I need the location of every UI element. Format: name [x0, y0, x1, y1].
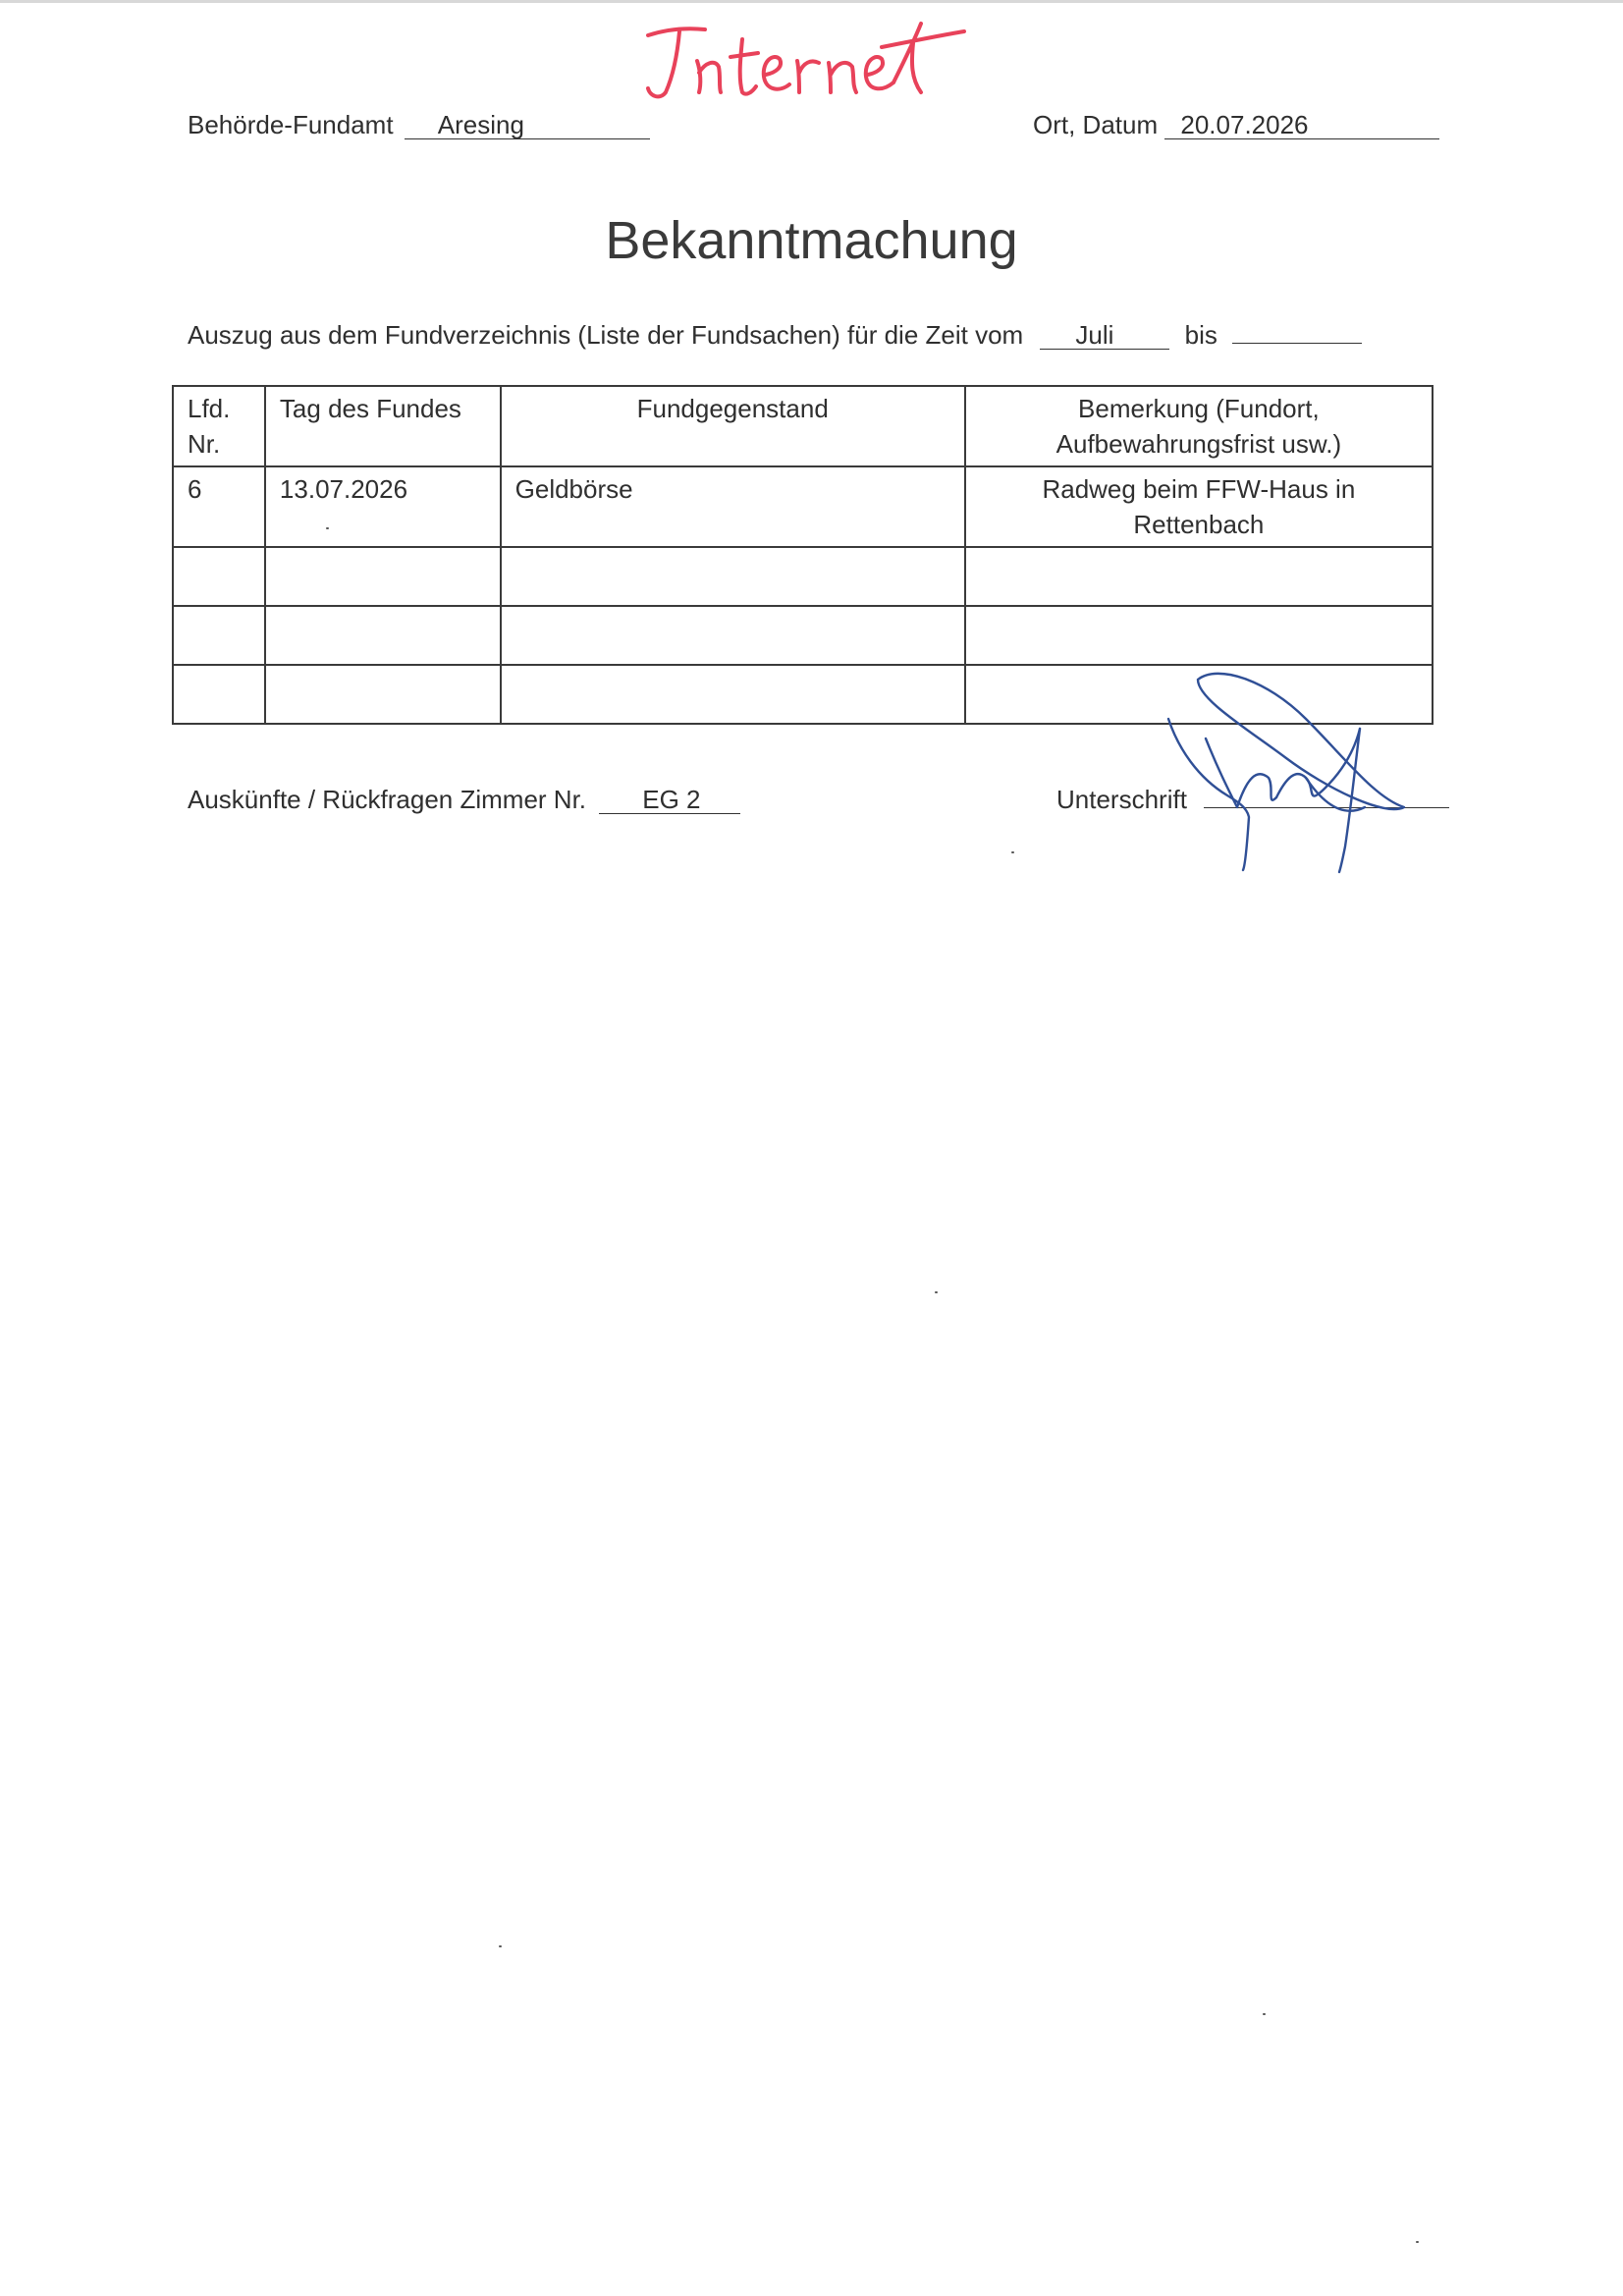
contact-label: Auskünfte / Rückfragen Zimmer Nr. — [188, 785, 587, 814]
cell-item — [501, 606, 965, 665]
scan-top-edge — [0, 0, 1623, 3]
place-date-label: Ort, Datum — [1033, 110, 1159, 139]
header-bemerkung: Bemerkung (Fundort, Aufbewahrungsfrist usw.) — [965, 386, 1433, 466]
contact-line — [188, 785, 740, 815]
cell-date — [265, 665, 501, 724]
cell-nr — [173, 665, 265, 724]
table-row — [173, 547, 1433, 606]
period-to-value — [1232, 342, 1362, 344]
cell-remark: Radweg beim FFW-Haus in Rettenbach — [965, 466, 1433, 547]
cell-item — [501, 665, 965, 724]
cell-nr: 6 — [173, 466, 265, 547]
place-date-value: 20.07.2026 — [1164, 112, 1439, 139]
header-fundgegenstand: Fundgegenstand — [501, 386, 965, 466]
room-value: EG 2 — [599, 787, 740, 814]
authority-value: Aresing — [405, 112, 650, 139]
place-date-line — [1033, 110, 1439, 140]
scan-speck — [1011, 851, 1014, 853]
table-row — [173, 606, 1433, 665]
page-title: Bekanntmachung — [605, 211, 1018, 270]
period-from-value: Juli — [1040, 322, 1169, 350]
scan-speck — [1416, 2241, 1419, 2243]
header-lfd-nr: Lfd. Nr. — [173, 386, 265, 466]
cell-date — [265, 606, 501, 665]
excerpt-line — [188, 320, 1362, 351]
period-to-label: bis — [1184, 320, 1217, 350]
authority-label: Behörde-Fundamt — [188, 110, 394, 139]
authority-line — [188, 110, 650, 140]
cell-date — [265, 547, 501, 606]
cell-item — [501, 547, 965, 606]
excerpt-text: Auszug aus dem Fundverzeichnis (Liste der Fundsachen) für die Zeit vom — [188, 320, 1024, 350]
handwritten-signature — [1159, 660, 1414, 876]
cell-remark — [965, 606, 1433, 665]
scan-speck — [935, 1291, 938, 1293]
scan-speck — [1263, 2013, 1266, 2015]
cell-date: 13.07.2026 — [265, 466, 501, 547]
header-tag-des-fundes: Tag des Fundes — [265, 386, 501, 466]
cell-nr — [173, 547, 265, 606]
scan-speck — [326, 527, 329, 529]
signature-label: Unterschrift — [1056, 785, 1187, 814]
cell-item: Geldbörse — [501, 466, 965, 547]
cell-remark — [965, 547, 1433, 606]
internet-handwritten-mark — [636, 14, 970, 112]
cell-nr — [173, 606, 265, 665]
table-header-row — [173, 386, 1433, 466]
table-row — [173, 466, 1433, 547]
scan-speck — [499, 1945, 502, 1947]
